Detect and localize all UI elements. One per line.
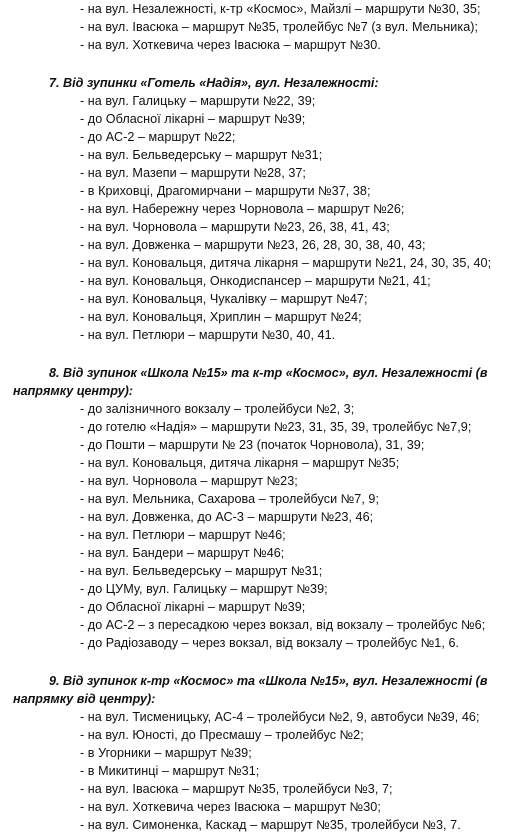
- list-item: - на вул. Бандери – маршрут №46;: [80, 546, 285, 560]
- list-item: - до ЦУМу, вул. Галицьку – маршрут №39;: [80, 582, 328, 596]
- list-item: - на вул. Тисменицьку, АС-4 – тролейбуси №2, 9, автобуси №39, 46;: [80, 710, 480, 724]
- list-item: - в Криховці, Драгомирчани – маршрути №37, 38;: [80, 184, 371, 198]
- list-item: - на вул. Галицьку – маршрути №22, 39;: [80, 94, 316, 108]
- list-item: - на вул. Юності, до Пресмашу – тролейбус №2;: [80, 728, 364, 742]
- section-list: [0, 708, 508, 834]
- list-item: - на вул. Бельведерську – маршрут №31;: [80, 148, 323, 162]
- list-item: - на вул. Коновальця, Онкодиспансер – маршрути №21, 41;: [80, 274, 431, 288]
- section-9: [0, 672, 508, 834]
- section-heading-line-1: 9. Від зупинок к-тр «Космос» та «Школа №15», вул. Незалежності (в: [49, 674, 488, 688]
- section-heading-line-1: 8. Від зупинок «Школа №15» та к-тр «Космос», вул. Незалежності (в: [49, 366, 488, 380]
- list-item: - до АС-2 – з пересадкою через вокзал, від вокзалу – тролейбус №6;: [80, 618, 486, 632]
- list-item: - на вул. Довженка, до АС-3 – маршрути №23, 46;: [80, 510, 374, 524]
- section-list: [0, 92, 508, 344]
- list-item: - на вул. Симоненка, Каскад – маршрут №35, тролейбуси №3, 7.: [80, 818, 461, 832]
- list-item: - на вул. Коновальця, дитяча лікарня – маршрути №21, 24, 30, 35, 40;: [80, 256, 492, 270]
- list-item: - до Обласної лікарні – маршрут №39;: [80, 600, 306, 614]
- list-item: - на вул. Довженка – маршрути №23, 26, 28, 30, 38, 40, 43;: [80, 238, 426, 252]
- list-item: - до Пошти – маршрути № 23 (початок Чорновола), 31, 39;: [80, 438, 425, 452]
- list-item: - на вул. Хоткевича через Івасюка – маршрут №30;: [80, 800, 381, 814]
- list-item: - на вул. Незалежності, к-тр «Космос», Майзлі – маршрути №30, 35;: [80, 2, 481, 16]
- list-item: - до готелю «Надія» – маршрути №23, 31, 35, 39, тролейбус №7,9;: [80, 420, 472, 434]
- list-item: - на вул. Івасюка – маршрут №35, тролейбуси №3, 7;: [80, 782, 393, 796]
- list-item: - на вул. Мельника, Сахарова – тролейбуси №7, 9;: [80, 492, 380, 506]
- list-item: - до АС-2 – маршрут №22;: [80, 130, 236, 144]
- section-7: [0, 74, 508, 344]
- list-item: - на вул. Петлюри – маршрут №46;: [80, 528, 286, 542]
- intro-list: [0, 0, 508, 54]
- list-item: - на вул. Коновальця, дитяча лікарня – маршрут №35;: [80, 456, 400, 470]
- section-heading-line-2: напрямку від центру):: [13, 692, 156, 706]
- list-item: - в Микитинці – маршрут №31;: [80, 764, 260, 778]
- section-list: [0, 400, 508, 652]
- list-item: - на вул. Коновальця, Хриплин – маршрут №24;: [80, 310, 362, 324]
- list-item: - на вул. Петлюри – маршрути №30, 40, 41.: [80, 328, 336, 342]
- list-item: - на вул. Мазепи – маршрути №28, 37;: [80, 166, 306, 180]
- list-item: - на вул. Коновальця, Чукалівку – маршрут №47;: [80, 292, 368, 306]
- list-item: - на вул. Івасюка – маршрут №35, тролейбус №7 (з вул. Мельника);: [80, 20, 479, 34]
- section-heading: 7. Від зупинки «Готель «Надія», вул. Незалежності:: [49, 76, 379, 90]
- list-item: - на вул. Чорновола – маршрути №23, 26, 38, 41, 43;: [80, 220, 390, 234]
- list-item: - в Угорники – маршрут №39;: [80, 746, 252, 760]
- list-item: - на вул. Бельведерську – маршрут №31;: [80, 564, 323, 578]
- list-item: - до залізничного вокзалу – тролейбуси №2, 3;: [80, 402, 355, 416]
- section-8: [0, 364, 508, 652]
- list-item: - на вул. Чорновола – маршрут №23;: [80, 474, 298, 488]
- list-item: - на вул. Набережну через Чорновола – маршрут №26;: [80, 202, 405, 216]
- section-heading: [0, 672, 508, 708]
- section-heading: [0, 364, 508, 400]
- section-heading-line-2: напрямку центру):: [13, 384, 133, 398]
- list-item: - до Радіозаводу – через вокзал, від вокзалу – тролейбус №1, 6.: [80, 636, 460, 650]
- list-item: - на вул. Хоткевича через Івасюка – маршрут №30.: [80, 38, 381, 52]
- list-item: - до Обласної лікарні – маршрут №39;: [80, 112, 306, 126]
